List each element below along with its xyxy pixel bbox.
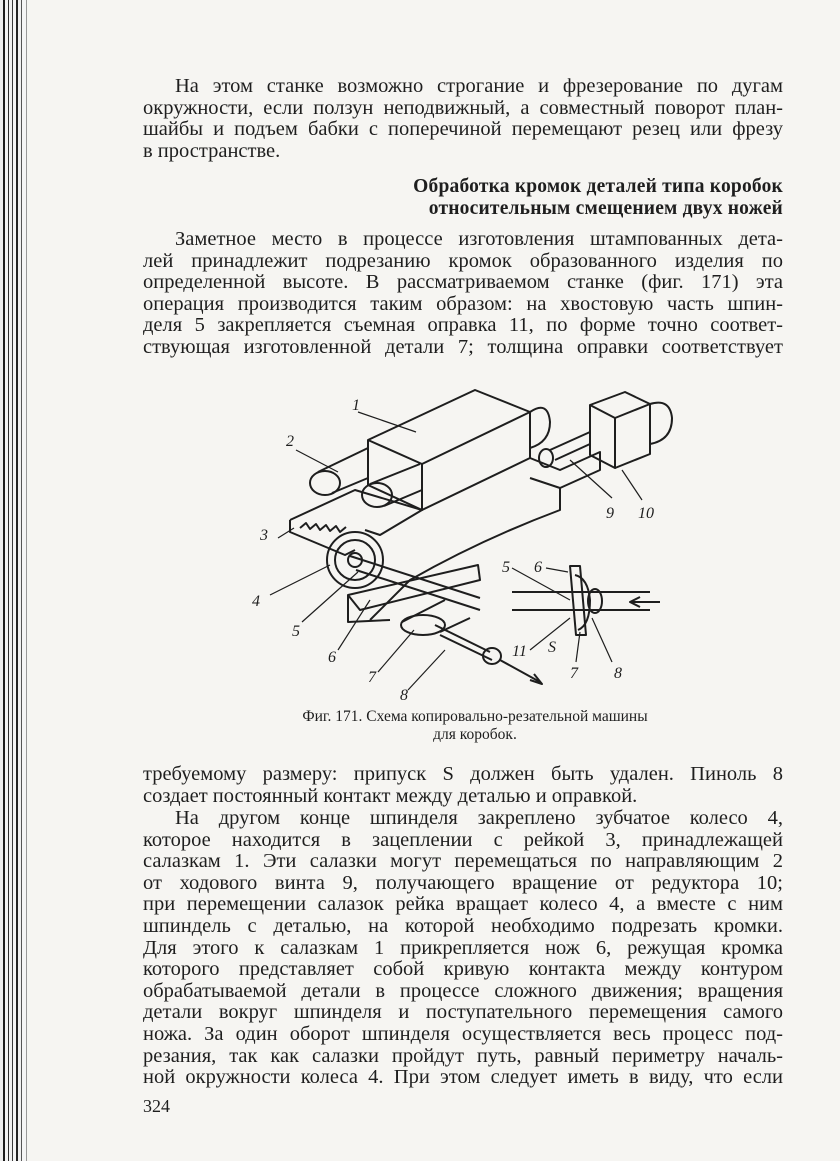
heading-line: Обработка кромок деталей типа коробок [413, 176, 783, 197]
text-line: резания, так как салазки пройдут путь, равный периметру началь- [143, 1044, 783, 1067]
text-line: шпиндель с деталью, на которой необходимо подрезать кромки. [143, 914, 783, 937]
figure-label: 1 [352, 397, 360, 414]
text-line: салазкам 1. Эти салазки могут перемещаться по направляющим 2 [143, 850, 783, 873]
figure-caption [240, 708, 710, 744]
figure-label: 5 [502, 559, 510, 576]
figure-label: 5 [292, 623, 300, 640]
text-line: лей принадлежит подрезанию кромок образованного изделия по [143, 249, 783, 272]
text-line: окружности, если ползун неподвижный, а совместный поворот план- [143, 96, 783, 119]
figure-label: 2 [286, 433, 294, 450]
figure-label: 9 [606, 505, 614, 522]
text-line: ной окружности колеса 4. При этом следует иметь в виду, что если [143, 1066, 783, 1089]
text-line: ножа. За один оборот шпинделя осуществляется весь процесс под- [143, 1022, 783, 1045]
text-line: обрабатываемой детали в процессе сложного движения; вращения [143, 979, 783, 1002]
text-line: требуемому размеру: припуск S должен быть удален. Пиноль 8 [143, 763, 783, 785]
paragraph-2 [143, 229, 783, 359]
text-line: создает постоянный контакт между деталью и оправкой. [143, 784, 638, 807]
machine-schematic-figure [230, 360, 690, 700]
text-line: Для этого к салазкам 1 прикрепляется нож 6, режущая кромка [143, 936, 783, 959]
paragraph-4 [143, 808, 783, 1089]
figure-label: 8 [400, 687, 408, 700]
figure-label: 6 [534, 559, 542, 576]
figure-label: 7 [368, 669, 376, 686]
figure-label: 7 [570, 665, 578, 682]
text-line: Заметное место в процессе изготовления штампованных дета- [175, 228, 783, 250]
page-number: 324 [143, 1096, 170, 1116]
text-line: шайбы и подъем бабки с поперечиной перемещают резец или фрезу [143, 118, 783, 141]
text-line: деля 5 закрепляется съемная оправка 11, по форме точно соответ- [143, 314, 783, 337]
text-line: при перемещении салазок рейка вращает колесо 4, а вместе с ним [143, 893, 783, 916]
figure-label: 6 [328, 649, 336, 666]
caption-line: Фиг. 171. Схема копировально-резательной машины [302, 708, 648, 725]
text-line: определенной высоте. В рассматриваемом станке (фиг. 171) эта [143, 271, 783, 294]
caption-line: для коробок. [433, 726, 517, 743]
figure-label: 8 [614, 665, 622, 682]
text-line: На этом станке возможно строгание и фрезерование по дугам [175, 75, 783, 97]
figure-label: 4 [252, 593, 260, 610]
section-heading [300, 176, 783, 220]
text-line: ствующая изготовленной детали 7; толщина оправки соответствует [143, 335, 783, 358]
figure-label: 10 [638, 505, 654, 522]
figure-label: 3 [260, 527, 268, 544]
text-line: которого представляет собой кривую контакта между контуром [143, 958, 783, 981]
text-line: операция производится таким образом: на хвостовую часть шпин- [143, 292, 783, 315]
text-line: в пространстве. [143, 139, 281, 162]
text-line: На другом конце шпинделя закреплено зубчатое колесо 4, [175, 807, 783, 829]
paragraph-3 [143, 764, 783, 807]
figure-label: 11 [512, 643, 527, 660]
text-line: от ходового винта 9, получающего вращение от редуктора 10; [143, 871, 783, 894]
text-line: детали вокруг шпинделя и поступательного перемещения самого [143, 1001, 783, 1024]
book-binding-edge [0, 0, 40, 1161]
paragraph-1 [143, 76, 783, 162]
text-line: которое находится в зацеплении с рейкой 3, принадлежащей [143, 828, 783, 851]
figure-label: S [548, 639, 556, 656]
heading-line: относительным смещением двух ножей [428, 198, 783, 219]
